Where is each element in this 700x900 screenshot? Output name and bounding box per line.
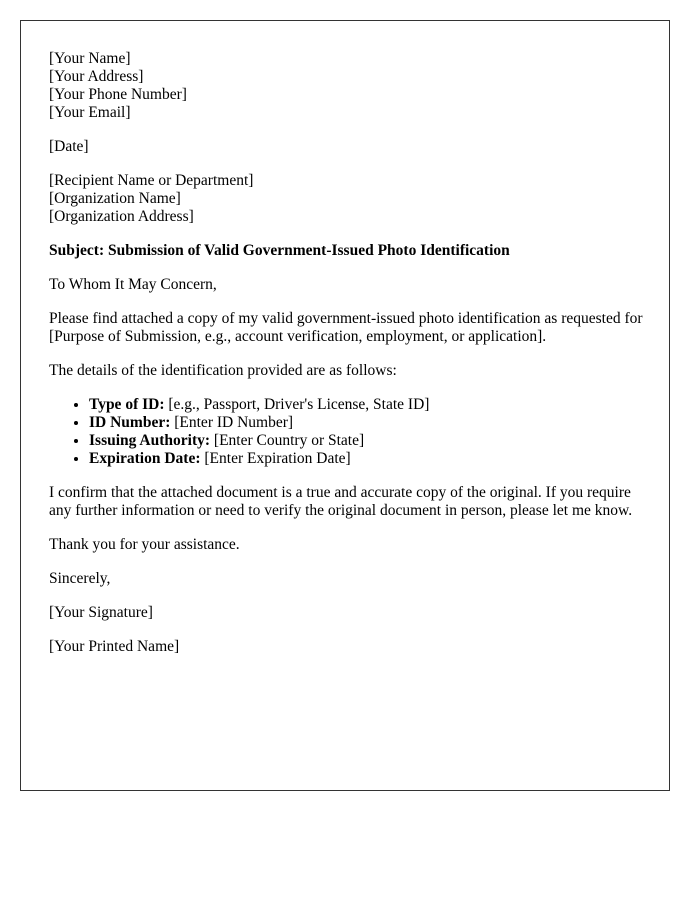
- detail-value: [e.g., Passport, Driver's License, State ID]: [164, 396, 430, 413]
- list-item: [89, 432, 649, 450]
- thanks-line: Thank you for your assistance.: [49, 536, 240, 553]
- salutation: To Whom It May Concern,: [49, 276, 217, 293]
- letter-document: [20, 20, 670, 791]
- id-details-list: [49, 396, 649, 468]
- detail-label: Expiration Date:: [89, 450, 201, 467]
- detail-value: [Enter Expiration Date]: [200, 450, 351, 467]
- detail-label: Type of ID:: [89, 396, 165, 413]
- sender-email: [Your Email]: [49, 104, 131, 121]
- printed-name-line: [Your Printed Name]: [49, 638, 180, 655]
- detail-value: [Enter ID Number]: [170, 414, 294, 431]
- closing-line: Sincerely,: [49, 570, 111, 587]
- recipient-name: [Recipient Name or Department]: [49, 172, 254, 189]
- letter-date: [Date]: [49, 138, 89, 155]
- list-item: [89, 414, 649, 432]
- recipient-block: [49, 172, 649, 226]
- list-item: [89, 450, 649, 468]
- sender-name: [Your Name]: [49, 50, 131, 67]
- detail-label: Issuing Authority:: [89, 432, 211, 449]
- intro-paragraph: Please find attached a copy of my valid government-issued photo identification as requested for [Purpose of Submission, e.g., account verification, employment, or application].: [49, 310, 643, 345]
- recipient-organization: [Organization Name]: [49, 190, 181, 207]
- list-item: [89, 396, 649, 414]
- recipient-address: [Organization Address]: [49, 208, 194, 225]
- letter-subject: Subject: Submission of Valid Government-Issued Photo Identification: [49, 242, 510, 259]
- detail-label: ID Number:: [89, 414, 171, 431]
- details-intro: The details of the identification provided are as follows:: [49, 362, 397, 379]
- sender-address: [Your Address]: [49, 68, 144, 85]
- confirmation-paragraph: I confirm that the attached document is a true and accurate copy of the original. If you require any further information or need to verify the original document in person, please let me know.: [49, 484, 633, 519]
- detail-value: [Enter Country or State]: [210, 432, 365, 449]
- sender-block: [49, 50, 649, 122]
- signature-line: [Your Signature]: [49, 604, 153, 621]
- sender-phone: [Your Phone Number]: [49, 86, 187, 103]
